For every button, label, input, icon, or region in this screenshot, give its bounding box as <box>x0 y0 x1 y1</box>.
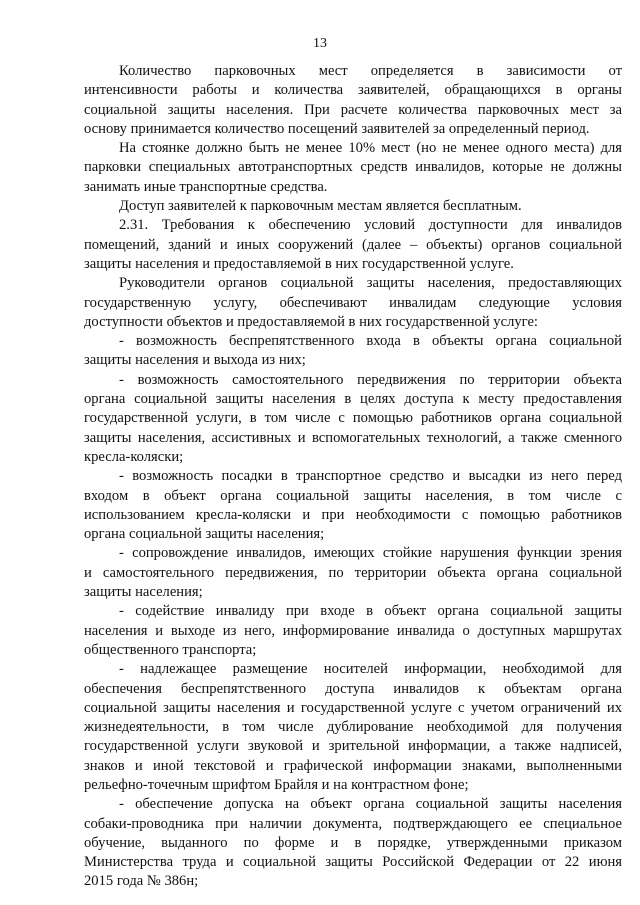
text-line: населения и выходе из него, информирование инвалида о доступных маршрутах <box>84 622 622 639</box>
text-line: - возможность посадки в транспортное средство и высадки из него перед <box>119 468 622 485</box>
text-line: - сопровождение инвалидов, имеющих стойкие нарушения функции зрения <box>119 545 622 562</box>
text-line: и самостоятельного передвижения, по территории объекта органа социальной <box>84 564 622 581</box>
text-line: государственную услугу, обеспечивают инвалидам следующие условия <box>84 294 622 311</box>
text-line: - обеспечение допуска на объект органа социальной защиты населения <box>119 796 622 813</box>
text-line: 2.31. Требования к обеспечению условий доступности для инвалидов <box>119 217 622 234</box>
text-line: помещений, зданий и иных сооружений (далее – объекты) органов социальной <box>84 236 622 253</box>
text-line: интенсивности работы и количества заявителей, обращающихся в органы <box>84 82 622 99</box>
text-line: общественного транспорта; <box>84 641 257 658</box>
text-line: входом в объект органа социальной защиты населения, в том числе с <box>84 487 622 504</box>
text-line: На стоянке должно быть не менее 10% мест (но не менее одного места) для <box>119 140 622 157</box>
text-line: 2015 года № 386н; <box>84 873 199 890</box>
text-line: занимать иные транспортные средства. <box>84 178 328 195</box>
text-line: рельефно-точечным шрифтом Брайля и на контрастном фоне; <box>84 776 469 793</box>
text-line: государственной услуги звуковой и зрительной информации, а также надписей, <box>84 738 622 755</box>
text-line: Руководители органов социальной защиты населения, предоставляющих <box>119 275 622 292</box>
text-line: основу принимается количество посещений заявителей за определенный период. <box>84 120 590 137</box>
text-line: собаки-проводника при наличии документа, подтверждающего ее специальное <box>84 815 622 832</box>
text-line: - возможность самостоятельного передвижения по территории объекта <box>119 371 622 388</box>
text-line: защиты населения; <box>84 584 203 601</box>
text-line: Количество парковочных мест определяется в зависимости от <box>119 63 622 79</box>
text-line: государственной услуги, в том числе с помощью работников органа социальной <box>84 410 622 427</box>
document-body <box>84 62 622 892</box>
text-line: органа социальной защиты населения; <box>84 526 325 543</box>
text-line: защиты населения и выхода из них; <box>84 352 306 369</box>
text-line: кресла-коляски; <box>84 448 184 465</box>
text-line: социальной защиты населения и государственной услуге с учетом ограничений их <box>84 699 622 716</box>
text-line: - надлежащее размещение носителей информации, необходимой для <box>119 661 622 678</box>
text-line: парковки специальных автотранспортных средств инвалидов, которые не должны <box>84 159 622 176</box>
text-line: защиты населения, ассистивных и вспомогательных технологий, а также сменного <box>84 429 622 446</box>
text-line: органа социальной защиты населения в целях доступа к месту предоставления <box>84 391 622 408</box>
text-line: - содействие инвалиду при входе в объект органа социальной защиты <box>119 603 622 620</box>
text-line: знаков и иной текстовой и графической информации знаками, выполненными <box>84 757 622 774</box>
text-line: жизнедеятельности, в том числе дублирование необходимой для получения <box>84 719 622 736</box>
text-line: обеспечения беспрепятственного доступа инвалидов к объектам органа <box>84 680 622 697</box>
text-line: обучение, выданного по форме и в порядке, утвержденными приказом <box>84 834 622 851</box>
text-line: социальной защиты населения. При расчете количества парковочных мест за <box>84 101 622 118</box>
text-line: Министерства труда и социальной защиты Российской Федерации от 22 июня <box>84 854 622 871</box>
text-line: защиты населения и предоставляемой в них государственной услуге. <box>84 255 514 272</box>
text-line: доступности объектов и предоставляемой в них государственной услуге: <box>84 313 538 330</box>
text-line: - возможность беспрепятственного входа в объекты органа социальной <box>119 333 622 350</box>
text-line: Доступ заявителей к парковочным местам является бесплатным. <box>119 198 522 215</box>
text-line: использованием кресла-коляски и при необходимости с помощью работников <box>84 506 622 523</box>
page-number: 13 <box>313 36 327 51</box>
